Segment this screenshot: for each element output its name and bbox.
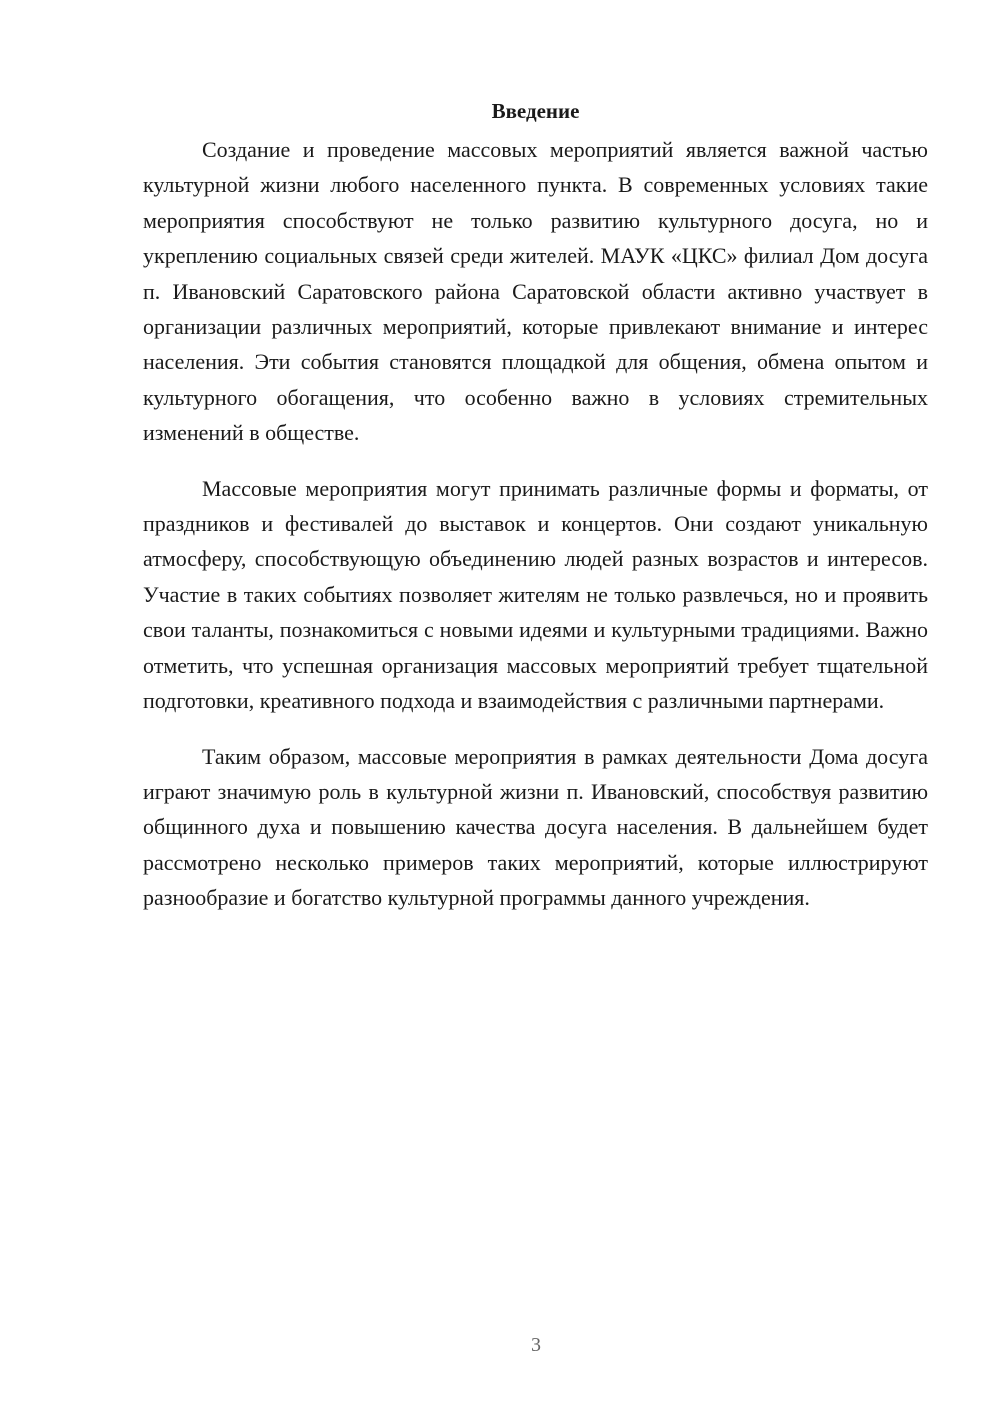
page-number: 3 <box>531 1334 541 1356</box>
section-heading: Введение <box>491 99 580 123</box>
page-content <box>143 96 928 936</box>
paragraph-3: Таким образом, массовые мероприятия в рамках деятельности Дома досуга играют значимую роль в культурной жизни п. Ивановский, способствуя развитию общинного духа и повышению качества досуга населения. В дальнейшем будет рассмотрено несколько примеров таких мероприятий, которые иллюстрируют разнообразие и богатство культурной программы данного учреждения. <box>143 743 928 911</box>
paragraph-2: Массовые мероприятия могут принимать различные формы и форматы, от праздников и фестивалей до выставок и концертов. Они создают уникальную атмосферу, способствующую объединению людей разных возрастов и интересов. Участие в таких событиях позволяет жителям не только развлечься, но и проявить свои таланты, познакомиться с новыми идеями и культурными традициями. Важно отметить, что успешная организация массовых мероприятий требует тщательной подготовки, креативного подхода и взаимодействия с различными партнерами. <box>143 475 928 714</box>
paragraph-1: Создание и проведение массовых мероприятий является важной частью культурной жизни любого населенного пункта. В современных условиях такие мероприятия способствуют не только развитию культурного досуга, но и укреплению социальных связей среди жителей. МАУК «ЦКС» филиал Дом досуга п. Ивановский Саратовского района Саратовской области активно участвует в организации различных мероприятий, которые привлекают внимание и интерес населения. Эти события становятся площадкой для общения, обмена опытом и культурного обогащения, что особенно важно в условиях стремительных изменений в обществе. <box>143 137 928 446</box>
